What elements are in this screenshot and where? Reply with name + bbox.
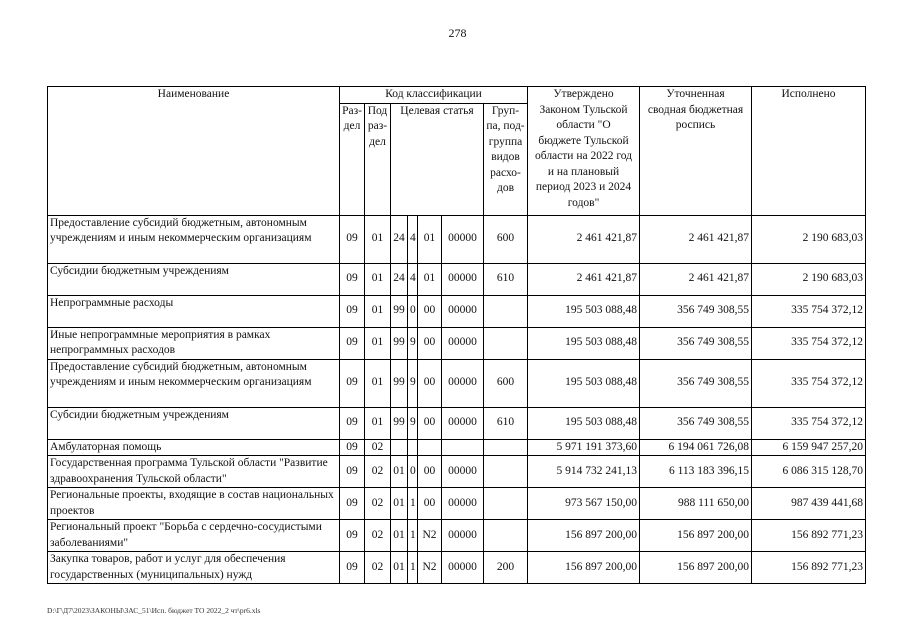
header-subsection-line: дел — [369, 135, 386, 148]
table-row — [48, 488, 866, 520]
cell-subsection: 01 — [365, 359, 391, 407]
cell-target-subprogram — [408, 439, 418, 456]
cell-target-direction — [442, 439, 484, 456]
cell-executed-amount: 335 754 372,12 — [752, 327, 866, 359]
table-row — [48, 295, 866, 327]
cell-refined-amount: 356 749 308,55 — [640, 295, 752, 327]
row-name: Субсидии бюджетным учреждениям — [48, 407, 340, 439]
header-expense-group — [484, 103, 528, 215]
cell-subsection: 01 — [365, 263, 391, 295]
row-name: Предоставление субсидий бюджетным, автономным учреждениям и иным некоммерческим организациям — [48, 215, 340, 263]
cell-target-program: 01 — [391, 488, 408, 520]
table-row — [48, 359, 866, 407]
header-approved-line: Законом Тульской — [539, 103, 628, 116]
cell-target-event: 00 — [418, 295, 442, 327]
footer-file-path: D:\Г\Д7\2023\ЗАКОНЫ\ЗАС_51\Исп. бюджет ТО 2022_2 чт\pr6.xls — [47, 606, 261, 615]
cell-expense-group: 600 — [484, 215, 528, 263]
header-refined-line: роспись — [675, 119, 716, 132]
cell-target-event: 00 — [418, 327, 442, 359]
header-approved-line: Утверждено — [553, 88, 614, 100]
cell-target-event — [418, 439, 442, 456]
cell-section: 09 — [340, 488, 365, 520]
cell-approved-amount: 156 897 200,00 — [528, 520, 640, 552]
table-row — [48, 327, 866, 359]
cell-target-event: 00 — [418, 488, 442, 520]
cell-approved-amount: 2 461 421,87 — [528, 263, 640, 295]
cell-target-event: 01 — [418, 215, 442, 263]
cell-target-program: 24 — [391, 263, 408, 295]
cell-target-subprogram: 4 — [408, 215, 418, 263]
header-subsection-line: раз- — [367, 120, 388, 133]
cell-expense-group — [484, 488, 528, 520]
header-expense-group-line: дов — [496, 182, 515, 195]
cell-refined-amount: 356 749 308,55 — [640, 407, 752, 439]
cell-section: 09 — [340, 263, 365, 295]
cell-approved-amount: 195 503 088,48 — [528, 359, 640, 407]
cell-subsection: 01 — [365, 295, 391, 327]
cell-executed-amount: 2 190 683,03 — [752, 215, 866, 263]
cell-expense-group — [484, 439, 528, 456]
cell-refined-amount: 988 111 650,00 — [640, 488, 752, 520]
cell-refined-amount: 356 749 308,55 — [640, 327, 752, 359]
header-row-1 — [48, 87, 866, 104]
header-expense-group-line: Груп- — [491, 104, 520, 117]
table-row — [48, 407, 866, 439]
cell-approved-amount: 5 914 732 241,13 — [528, 456, 640, 488]
row-name: Региональный проект "Борьба с сердечно-сосудистыми заболеваниями" — [48, 520, 340, 552]
cell-section: 09 — [340, 327, 365, 359]
cell-target-direction: 00000 — [442, 488, 484, 520]
header-subsection-line: Под — [367, 104, 388, 117]
cell-executed-amount: 335 754 372,12 — [752, 407, 866, 439]
cell-expense-group — [484, 456, 528, 488]
cell-target-program: 99 — [391, 407, 408, 439]
cell-target-subprogram: 0 — [408, 295, 418, 327]
cell-target-direction: 00000 — [442, 359, 484, 407]
table-row — [48, 520, 866, 552]
cell-approved-amount: 195 503 088,48 — [528, 327, 640, 359]
cell-section: 09 — [340, 215, 365, 263]
cell-expense-group — [484, 295, 528, 327]
page-number: 278 — [448, 26, 467, 40]
cell-target-subprogram: 9 — [408, 327, 418, 359]
cell-expense-group: 600 — [484, 359, 528, 407]
cell-subsection: 01 — [365, 327, 391, 359]
header-expense-group-line: видов — [491, 151, 520, 164]
cell-refined-amount: 6 194 061 726,08 — [640, 439, 752, 456]
cell-executed-amount: 987 439 441,68 — [752, 488, 866, 520]
header-refined-line: сводная бюджетная — [647, 103, 744, 116]
header-section-line: дел — [343, 120, 361, 133]
header-refined-line: Уточненная — [666, 88, 725, 100]
header-approved-line: области на 2022 год — [535, 150, 633, 163]
row-name: Региональные проекты, входящие в состав национальных проектов — [48, 488, 340, 520]
cell-executed-amount: 6 086 315 128,70 — [752, 456, 866, 488]
cell-target-program: 24 — [391, 215, 408, 263]
cell-approved-amount: 5 971 191 373,60 — [528, 439, 640, 456]
cell-subsection: 02 — [365, 488, 391, 520]
header-section — [340, 103, 365, 215]
cell-target-direction: 00000 — [442, 327, 484, 359]
cell-expense-group: 610 — [484, 263, 528, 295]
table-row — [48, 552, 866, 584]
cell-approved-amount: 973 567 150,00 — [528, 488, 640, 520]
header-approved-line: период 2023 и 2024 — [535, 181, 632, 194]
cell-target-event: 00 — [418, 407, 442, 439]
cell-target-direction: 00000 — [442, 215, 484, 263]
cell-target-direction: 00000 — [442, 407, 484, 439]
header-target-article: Целевая статья — [391, 103, 484, 215]
cell-refined-amount: 156 897 200,00 — [640, 552, 752, 584]
budget-table-body — [48, 215, 866, 584]
cell-expense-group: 610 — [484, 407, 528, 439]
cell-executed-amount: 156 892 771,23 — [752, 520, 866, 552]
cell-subsection: 01 — [365, 215, 391, 263]
cell-target-direction: 00000 — [442, 552, 484, 584]
header-classification: Код классификации — [340, 87, 528, 104]
cell-refined-amount: 356 749 308,55 — [640, 359, 752, 407]
header-approved — [528, 87, 640, 216]
cell-executed-amount: 2 190 683,03 — [752, 263, 866, 295]
cell-subsection: 02 — [365, 520, 391, 552]
cell-approved-amount: 195 503 088,48 — [528, 407, 640, 439]
row-name: Закупка товаров, работ и услуг для обеспечения государственных (муниципальных) нужд — [48, 552, 340, 584]
cell-target-program: 01 — [391, 520, 408, 552]
cell-expense-group — [484, 327, 528, 359]
cell-target-subprogram: 0 — [408, 456, 418, 488]
cell-section: 09 — [340, 359, 365, 407]
row-name: Амбулаторная помощь — [48, 439, 340, 456]
header-subsection — [365, 103, 391, 215]
cell-subsection: 02 — [365, 439, 391, 456]
cell-target-program — [391, 439, 408, 456]
table-row — [48, 439, 866, 456]
header-expense-group-line: расхо- — [490, 166, 521, 179]
cell-target-subprogram: 1 — [408, 520, 418, 552]
cell-expense-group — [484, 520, 528, 552]
cell-target-direction: 00000 — [442, 520, 484, 552]
cell-target-event: N2 — [418, 552, 442, 584]
header-expense-group-line: па, под- — [486, 120, 525, 133]
cell-executed-amount: 6 159 947 257,20 — [752, 439, 866, 456]
cell-approved-amount: 195 503 088,48 — [528, 295, 640, 327]
cell-target-subprogram: 9 — [408, 407, 418, 439]
cell-refined-amount: 2 461 421,87 — [640, 263, 752, 295]
row-name: Государственная программа Тульской области "Развитие здравоохранения Тульской области" — [48, 456, 340, 488]
cell-expense-group: 200 — [484, 552, 528, 584]
cell-target-event: 00 — [418, 456, 442, 488]
cell-executed-amount: 335 754 372,12 — [752, 295, 866, 327]
cell-subsection: 02 — [365, 456, 391, 488]
row-name: Непрограммные расходы — [48, 295, 340, 327]
cell-approved-amount: 2 461 421,87 — [528, 215, 640, 263]
cell-target-program: 01 — [391, 552, 408, 584]
cell-target-event: N2 — [418, 520, 442, 552]
table-row — [48, 215, 866, 263]
header-approved-line: области "О — [556, 119, 611, 132]
header-executed — [752, 87, 866, 216]
table-row — [48, 456, 866, 488]
header-approved-line: и на плановый — [547, 165, 620, 178]
cell-target-subprogram: 1 — [408, 552, 418, 584]
budget-table — [47, 86, 866, 584]
row-name: Иные непрограммные мероприятия в рамках непрограммных расходов — [48, 327, 340, 359]
cell-subsection: 02 — [365, 552, 391, 584]
cell-target-direction: 00000 — [442, 456, 484, 488]
cell-target-event: 00 — [418, 359, 442, 407]
cell-target-program: 01 — [391, 456, 408, 488]
row-name: Субсидии бюджетным учреждениям — [48, 263, 340, 295]
cell-section: 09 — [340, 456, 365, 488]
cell-refined-amount: 156 897 200,00 — [640, 520, 752, 552]
cell-subsection: 01 — [365, 407, 391, 439]
cell-target-direction: 00000 — [442, 295, 484, 327]
cell-target-event: 01 — [418, 263, 442, 295]
cell-target-subprogram: 9 — [408, 359, 418, 407]
cell-target-direction: 00000 — [442, 263, 484, 295]
row-name: Предоставление субсидий бюджетным, автономным учреждениям и иным некоммерческим организациям — [48, 359, 340, 407]
header-section-line: Раз- — [342, 104, 362, 117]
header-expense-group-line: группа — [488, 135, 523, 148]
cell-section: 09 — [340, 407, 365, 439]
table-row — [48, 263, 866, 295]
cell-executed-amount: 335 754 372,12 — [752, 359, 866, 407]
cell-section: 09 — [340, 295, 365, 327]
cell-section: 09 — [340, 520, 365, 552]
header-executed-line: Исполнено — [781, 88, 836, 100]
cell-section: 09 — [340, 439, 365, 456]
cell-refined-amount: 6 113 183 396,15 — [640, 456, 752, 488]
header-approved-line: годов" — [567, 196, 600, 209]
header-refined — [640, 87, 752, 216]
cell-section: 09 — [340, 552, 365, 584]
cell-target-program: 99 — [391, 327, 408, 359]
cell-approved-amount: 156 897 200,00 — [528, 552, 640, 584]
cell-target-subprogram: 1 — [408, 488, 418, 520]
cell-refined-amount: 2 461 421,87 — [640, 215, 752, 263]
cell-target-subprogram: 4 — [408, 263, 418, 295]
cell-target-program: 99 — [391, 295, 408, 327]
header-approved-line: бюджете Тульской — [538, 134, 629, 147]
header-name: Наименование — [48, 87, 340, 216]
cell-target-program: 99 — [391, 359, 408, 407]
cell-executed-amount: 156 892 771,23 — [752, 552, 866, 584]
